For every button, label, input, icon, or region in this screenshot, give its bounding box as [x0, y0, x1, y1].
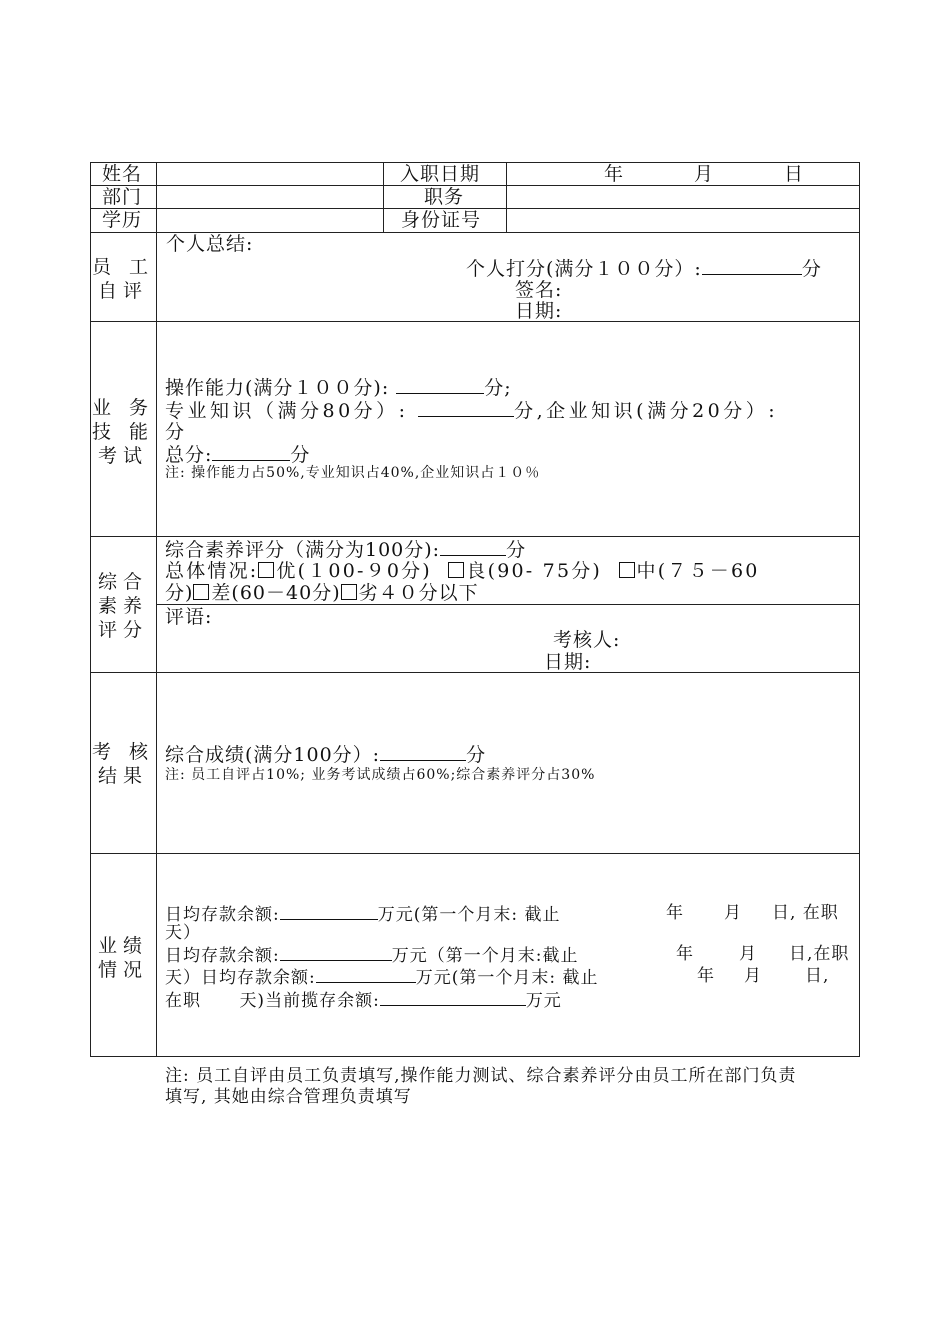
deposit-amount-blank-2[interactable]: [280, 946, 392, 961]
skill-exam-label: 业 务 技 能 考试: [91, 397, 155, 467]
deposit-amount-blank-3[interactable]: [316, 968, 416, 983]
row-divider: [156, 604, 860, 605]
personal-summary-label: 个人总结:: [166, 233, 254, 255]
quality-score-blank[interactable]: [440, 539, 506, 556]
name-label: 姓名: [102, 163, 143, 185]
deposit-day-2: 日,在职: [789, 944, 850, 964]
quality-score-row: 综合素养评分（满分为100分): 分: [165, 539, 527, 561]
row-divider: [90, 536, 860, 537]
composite-score-row: 综合成绩(满分100分）: 分: [165, 744, 487, 766]
signature-label: 签名:: [515, 279, 563, 301]
education-label: 学历: [102, 209, 143, 231]
label-column-divider: [156, 162, 157, 1057]
row-divider: [90, 672, 860, 673]
deposit-year-3: 年: [697, 966, 715, 986]
footer-note-line2: 填写, 其她由综合管理负责填写: [165, 1087, 412, 1107]
id-number-label: 身份证号: [401, 209, 482, 231]
row-divider: [90, 321, 860, 322]
quality-label: 综合 素养 评分: [97, 571, 148, 641]
operation-ability-row: 操作能力(满分１００分): 分;: [165, 377, 512, 399]
self-score-row: 个人打分(满分１００分）: 分: [466, 258, 822, 280]
deposit-month-1: 月: [724, 903, 742, 923]
checkbox-medium[interactable]: [619, 562, 635, 578]
comment-label: 评语:: [165, 606, 213, 628]
current-deposit-row: 在职 天)当前揽存余额: 万元: [165, 991, 562, 1011]
professional-score-blank[interactable]: [418, 400, 514, 417]
position-field[interactable]: [507, 186, 859, 207]
deposit-row-3: 天）日均存款余额: 万元(第一个月末: 截止: [165, 968, 599, 988]
row-divider: [90, 853, 860, 854]
checkbox-good[interactable]: [448, 562, 464, 578]
overall-rating-row-2: 分) 差(60－40分) 劣４０分以下: [165, 582, 479, 604]
hire-year-label: 年: [604, 163, 625, 185]
education-field[interactable]: [157, 209, 382, 231]
deposit-days-1: 天）: [165, 923, 201, 943]
self-eval-label: 员 工 自评: [91, 256, 155, 302]
deposit-day-3: 日,: [805, 966, 830, 986]
deposit-year-2: 年: [676, 944, 694, 964]
department-field[interactable]: [157, 186, 382, 207]
corporate-unit: 分: [165, 421, 186, 443]
overall-rating-row: 总体情况: 优(１00-９0分) 良(90- 75分) 中(７５－60: [165, 560, 760, 582]
knowledge-row: 专业知识（满分80分）: 分,企业知识(满分20分）:: [165, 400, 779, 422]
deposit-month-2: 月: [739, 944, 757, 964]
quality-date-label: 日期:: [544, 651, 592, 673]
hire-month-label: 月: [694, 163, 715, 185]
result-label: 考 核 结果: [91, 741, 155, 787]
self-eval-date-label: 日期:: [515, 300, 563, 322]
deposit-year-1: 年: [666, 903, 684, 923]
composite-score-blank[interactable]: [380, 744, 466, 761]
deposit-month-3: 月: [744, 966, 762, 986]
name-field[interactable]: [157, 163, 382, 184]
checkbox-bad[interactable]: [341, 584, 357, 600]
total-score-row: 总分: 分: [165, 444, 311, 466]
total-score-blank[interactable]: [212, 444, 290, 461]
id-number-field[interactable]: [507, 209, 859, 231]
deposit-row-2: 日均存款余额: 万元（第一个月末:截止: [165, 946, 579, 966]
self-score-blank[interactable]: [702, 258, 802, 275]
header-column-divider: [383, 162, 384, 232]
result-note: 注: 员工自评占10%; 业务考试成绩占60%;综合素养评分占30%: [165, 767, 596, 783]
department-label: 部门: [102, 186, 143, 208]
checkbox-excellent[interactable]: [258, 562, 274, 578]
checkbox-poor[interactable]: [193, 584, 209, 600]
hire-day-label: 日: [784, 163, 805, 185]
performance-label: 业绩 情况: [97, 935, 148, 981]
position-label: 职务: [424, 186, 465, 208]
deposit-day-1: 日, 在职: [772, 903, 839, 923]
operation-score-blank[interactable]: [396, 377, 484, 394]
deposit-amount-blank-1[interactable]: [280, 905, 378, 920]
skill-exam-note: 注: 操作能力占50%,专业知识占40%,企业知识占１０％: [165, 465, 541, 481]
assessor-label: 考核人:: [553, 629, 621, 651]
hire-date-label: 入职日期: [400, 163, 481, 185]
deposit-row-1: 日均存款余额: 万元(第一个月末: 截止: [165, 905, 561, 925]
footer-note-line1: 注: 员工自评由员工负责填写,操作能力测试、综合素养评分由员工所在部门负责: [165, 1066, 797, 1086]
current-deposit-blank[interactable]: [380, 991, 526, 1006]
